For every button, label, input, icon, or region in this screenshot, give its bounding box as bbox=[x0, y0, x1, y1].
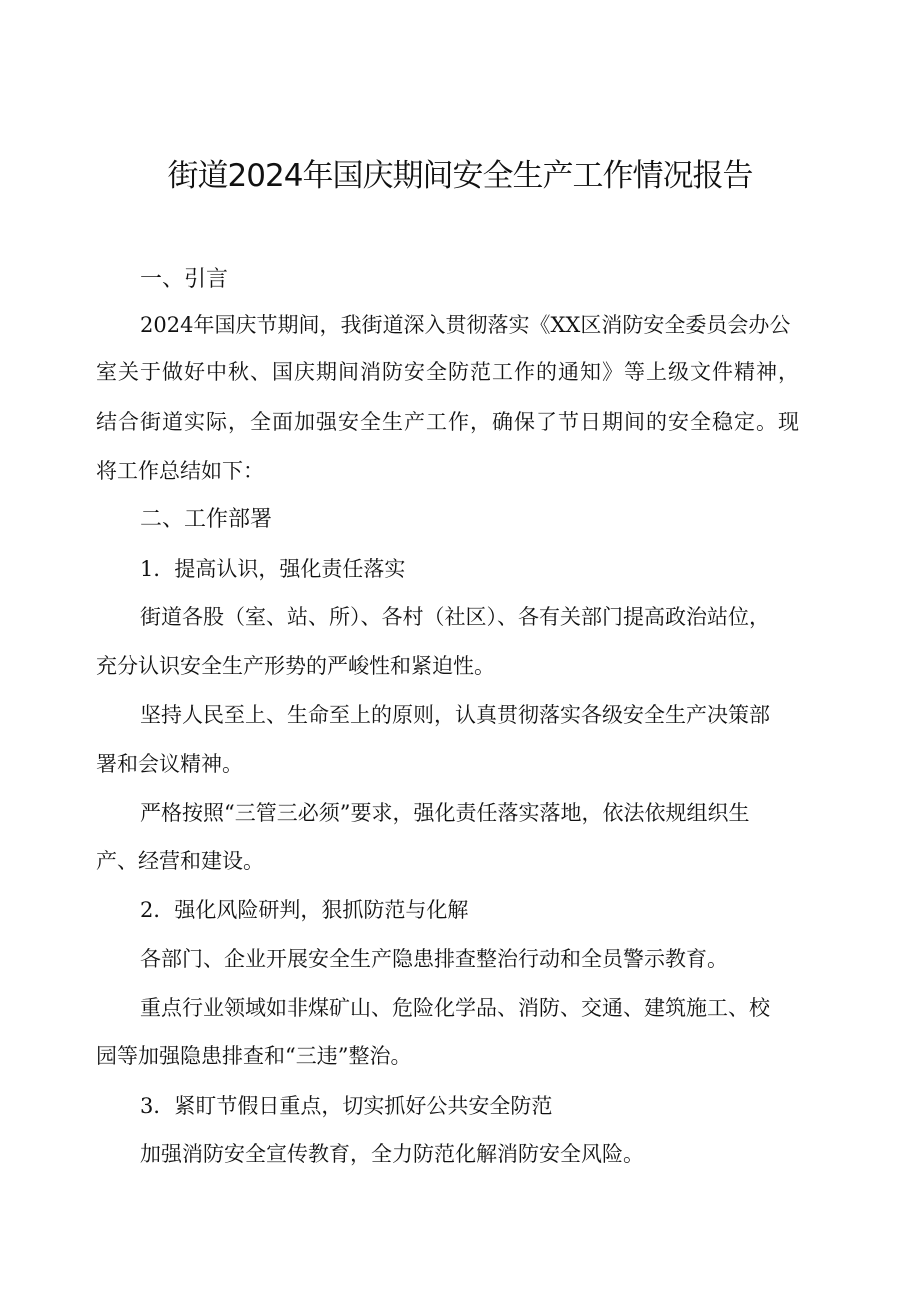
intro-line-1: 2024年国庆节期间，我街道深入贯彻落实《XX区消防安全委员会办公 bbox=[140, 313, 791, 337]
item-1-paragraph-3-line-2: 产、经营和建设。 bbox=[96, 849, 264, 873]
item-1-paragraph-1-line-1: 街道各股（室、站、所）、各村（社区）、各有关部门提高政治站位， bbox=[140, 605, 770, 629]
section-heading-intro: 一、引言 bbox=[140, 267, 229, 292]
item-1-paragraph-2-line-2: 署和会议精神。 bbox=[96, 752, 243, 776]
item-2-paragraph-1: 各部门、企业开展安全生产隐患排查整治行动和全员警示教育。 bbox=[140, 947, 728, 971]
item-1-paragraph-1-line-2: 充分认识安全生产形势的严峻性和紧迫性。 bbox=[96, 654, 495, 678]
item-1-paragraph-2-line-1: 坚持人民至上、生命至上的原则，认真贯彻落实各级安全生产决策部 bbox=[140, 703, 770, 727]
item-3-paragraph-1: 加强消防安全宣传教育，全力防范化解消防安全风险。 bbox=[140, 1142, 644, 1166]
item-3-title: 3．紧盯节假日重点，切实抓好公共安全防范 bbox=[140, 1094, 553, 1118]
item-1-paragraph-3-line-1: 严格按照“三管三必须”要求，强化责任落实落地，依法依规组织生 bbox=[140, 801, 750, 825]
item-1-title: 1．提高认识，强化责任落实 bbox=[140, 557, 406, 581]
section-heading-deployment: 二、工作部署 bbox=[140, 507, 273, 532]
intro-line-2: 室关于做好中秋、国庆期间消防安全防范工作的通知》等上级文件精神， bbox=[96, 360, 800, 384]
document-title: 街道2024年国庆期间安全生产工作情况报告 bbox=[167, 158, 753, 194]
intro-line-4: 将工作总结如下： bbox=[96, 459, 264, 483]
intro-line-3: 结合街道实际，全面加强安全生产工作，确保了节日期间的安全稳定。现 bbox=[96, 410, 800, 434]
item-2-paragraph-2-line-1: 重点行业领域如非煤矿山、危险化学品、消防、交通、建筑施工、校 bbox=[140, 996, 770, 1020]
item-2-title: 2．强化风险研判，狠抓防范与化解 bbox=[140, 898, 469, 922]
item-2-paragraph-2-line-2: 园等加强隐患排查和“三违”整治。 bbox=[96, 1044, 412, 1068]
